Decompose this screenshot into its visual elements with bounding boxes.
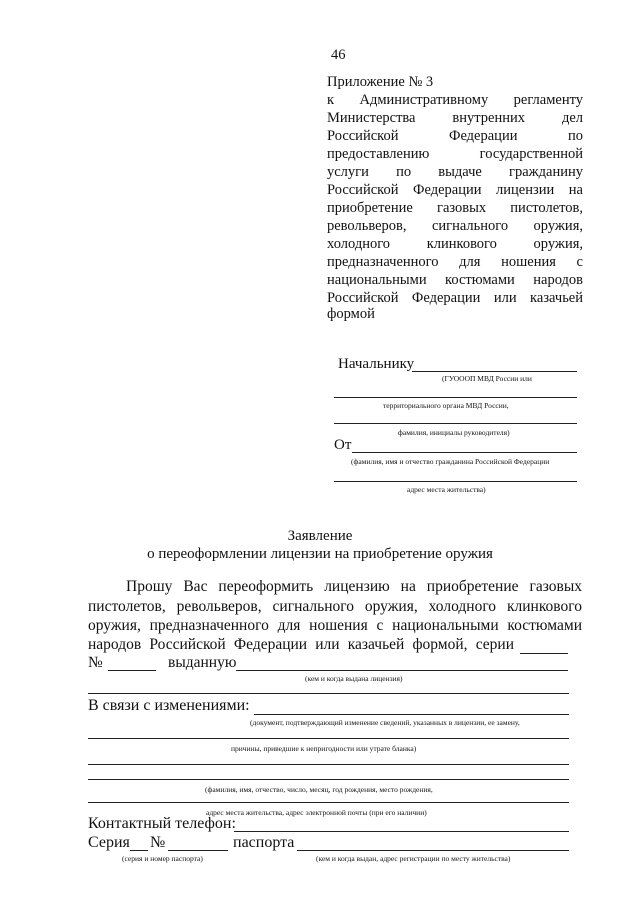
license-number-label: № [88, 654, 103, 671]
appendix-line: предоставлению государственной [327, 146, 583, 162]
issued-by-field[interactable] [236, 670, 568, 671]
changes-field-line4[interactable] [88, 779, 569, 780]
from-field[interactable] [352, 452, 577, 453]
caption: (ГУОООП МВД России или [442, 374, 532, 383]
issued-by-field-line2[interactable] [88, 693, 569, 694]
caption: адрес места жительства, адрес электронной почты (при его наличии) [206, 808, 427, 817]
appendix-line: приобретение газовых пистолетов, [327, 200, 583, 216]
body-line: пистолетов, револьверов, сигнального оружия, холодного клинкового [88, 598, 582, 615]
changes-field[interactable] [254, 714, 569, 715]
caption: (фамилия, имя, отчество, число, месяц, год рождения, место рождения, [205, 785, 433, 794]
passport-number-field[interactable] [168, 850, 228, 851]
to-label: Начальнику [338, 356, 415, 372]
passport-issued-field[interactable] [297, 850, 569, 851]
appendix-line: к Административному регламенту [327, 92, 583, 108]
passport-label: паспорта [233, 834, 295, 851]
document-title: Заявление [287, 528, 353, 544]
caption: (фамилия, имя и отчество гражданина Российской Федерации [351, 457, 550, 466]
appendix-line: револьверов, сигнального оружия, [327, 218, 583, 234]
appendix-line: Российской Федерации или казачьей [327, 290, 583, 306]
body-line: Прошу Вас переоформить лицензию на приобретение газовых [126, 578, 582, 595]
issued-label: выданную [168, 654, 237, 671]
changes-field-line5[interactable] [88, 802, 569, 803]
changes-field-line2[interactable] [88, 738, 569, 739]
appendix-line: холодного клинкового оружия, [327, 236, 583, 252]
license-number-field[interactable] [108, 670, 156, 671]
body-line: народов Российской Федерации или казачьей формой, серии [88, 636, 514, 653]
changes-label: В связи с изменениями: [88, 697, 250, 714]
body-line: оружия, предназначенного для ношения с национальными костюмами [88, 617, 582, 634]
passport-number-label: № [150, 834, 166, 851]
page-number: 46 [331, 47, 346, 63]
appendix-line: Российской Федерации лицензии на [327, 182, 583, 198]
caption: фамилия, инициалы руководителя) [398, 428, 510, 437]
to-field-line3[interactable] [334, 423, 577, 424]
caption: (кем и когда выдана лицензия) [305, 674, 403, 683]
caption: причины, приведшие к непригодности или утрате бланка) [231, 744, 417, 753]
passport-series-field[interactable] [130, 850, 148, 851]
from-label: От [334, 437, 352, 453]
appendix-line: предназначенного для ношения с [327, 254, 583, 270]
appendix-line: услуги по выдаче гражданину [327, 164, 583, 180]
series-label: Серия [88, 834, 130, 851]
appendix-title: Приложение № 3 [327, 74, 434, 90]
to-field-line2[interactable] [334, 397, 577, 398]
caption: (документ, подтверждающий изменение сведений, указанных в лицензии, ее замену, [250, 718, 520, 727]
appendix-line: формой [327, 306, 375, 322]
caption: (серия и номер паспорта) [122, 854, 203, 863]
from-field-line2[interactable] [334, 481, 577, 482]
phone-field[interactable] [234, 831, 569, 832]
changes-field-line3[interactable] [88, 764, 569, 765]
appendix-line: Российской Федерации по [327, 128, 583, 144]
document-subtitle: о переоформлении лицензии на приобретение оружия [147, 546, 493, 562]
appendix-line: Министерства внутренних дел [327, 110, 583, 126]
phone-label: Контактный телефон: [88, 815, 236, 832]
caption: территориального органа МВД России, [383, 401, 509, 410]
caption: (кем и когда выдан, адрес регистрации по месту жительства) [316, 854, 511, 863]
caption: адрес места жительства) [407, 485, 486, 494]
appendix-line: национальными костюмами народов [327, 272, 583, 288]
to-field[interactable] [412, 371, 577, 372]
license-series-field[interactable] [520, 653, 568, 654]
